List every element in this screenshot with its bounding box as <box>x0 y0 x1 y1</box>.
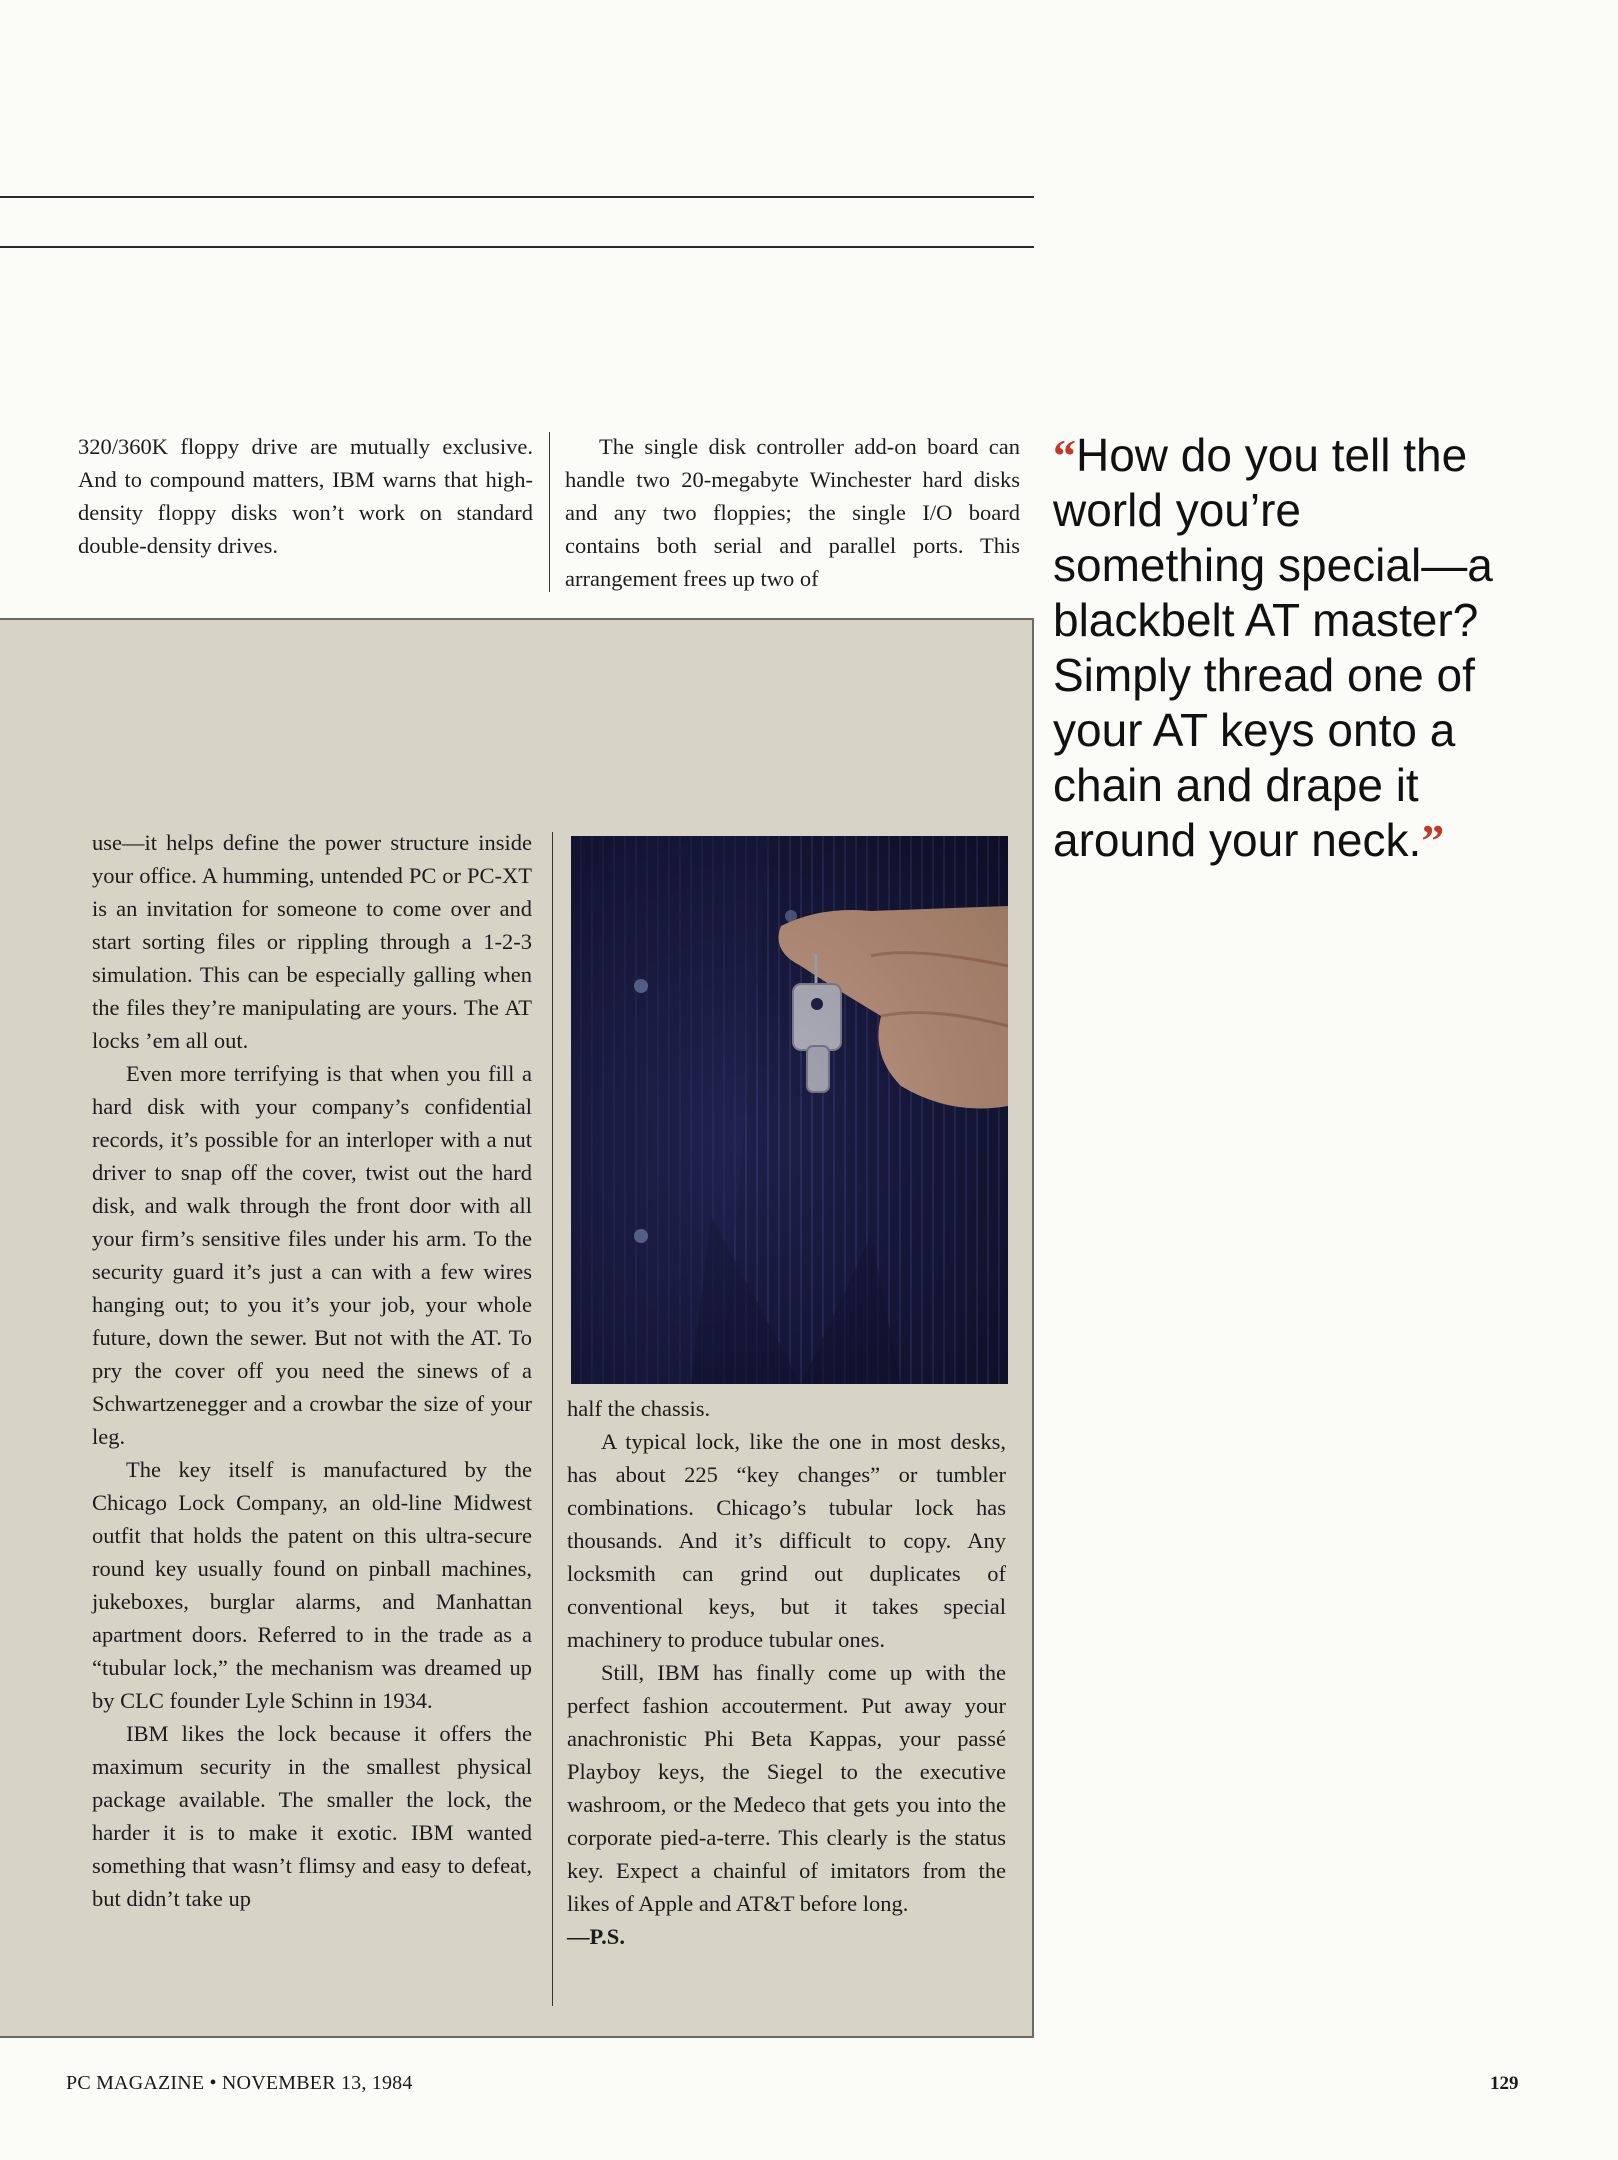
paragraph: use—it helps define the power structure inside your office. A humming, untended PC or PC-XT is an invitation for someone to come over and start sorting files or rippling through a 1-2-3 simulation. This can be especially galling when the files they’re manipulating are yours. The AT locks ’em all out. <box>92 830 532 1053</box>
open-quote-mark: “ <box>1053 430 1076 481</box>
header-rule-bottom <box>0 246 1034 248</box>
footer-publication: PC MAGAZINE • NOVEMBER 13, 1984 <box>66 2072 413 2094</box>
column-divider <box>549 432 550 592</box>
sidebar-column-left <box>92 826 532 1915</box>
sidebar-column-right <box>567 1392 1006 1953</box>
column-divider <box>552 832 553 2006</box>
photo-key-on-chain <box>571 836 1008 1384</box>
paragraph: A typical lock, like the one in most desks, has about 225 “key changes” or tumbler combinations. Chicago’s tubular lock has thousands. And it’s difficult to copy. Any locksmith can grind out duplicates of conventional keys, but it takes special machinery to produce tubular ones. <box>567 1429 1006 1652</box>
paragraph: The key itself is manufactured by the Chicago Lock Company, an old-line Midwest outfit that holds the patent on this ultra-secure round key usually found on pinball machines, jukeboxes, burglar alarms, and Manhattan apartment doors. Referred to in the trade as a “tubular lock,” the mechanism was dreamed up by CLC founder Lyle Schinn in 1934. <box>92 1457 532 1713</box>
article-column-top-left <box>78 430 533 562</box>
close-quote-mark: ” <box>1421 815 1445 866</box>
paragraph: 320/360K floppy drive are mutually exclusive. And to compound matters, IBM warns that high-density floppy disks won’t work on standard double-density drives. <box>78 434 533 558</box>
header-rule-top <box>0 196 1034 198</box>
paragraph: Even more terrifying is that when you fill a hard disk with your company’s confidential records, it’s possible for an interloper with a nut driver to snap off the cover, twist out the hard disk, and walk through the front door with all your firm’s sensitive files under his arm. To the security guard it’s just a can with a few wires hanging out; to you it’s your job, your whole future, down the sewer. But not with the AT. To pry the cover off you need the sinews of a Schwartzenegger and a crowbar the size of your leg. <box>92 1061 532 1449</box>
pull-quote <box>1053 428 1523 868</box>
paragraph: half the chassis. <box>567 1396 711 1421</box>
author-signature: —P.S. <box>567 1924 625 1949</box>
article-column-top-right <box>565 430 1020 595</box>
paragraph: IBM likes the lock because it offers the maximum security in the smallest physical package available. The smaller the lock, the harder it is to make it exotic. IBM wanted something that wasn’t flimsy and easy to defeat, but didn’t take up <box>92 1721 532 1911</box>
paragraph: The single disk controller add-on board can handle two 20-megabyte Winchester hard disks and any two floppies; the single I/O board contains both serial and parallel ports. This arrangement frees up two of <box>565 434 1020 591</box>
page-number: 129 <box>1490 2073 1519 2094</box>
pull-quote-text: How do you tell the world you’re something special—a blackbelt AT master? Simply thread one of your AT keys onto a chain and drape it around your neck. <box>1053 429 1493 866</box>
paragraph: Still, IBM has finally come up with the perfect fashion accouterment. Put away your anachronistic Phi Beta Kappas, your passé Playboy keys, the Siegel to the executive washroom, or the Medeco that gets you into the corporate pied-a-terre. This clearly is the status key. Expect a chainful of imitators from the likes of Apple and AT&T before long. <box>567 1660 1006 1916</box>
